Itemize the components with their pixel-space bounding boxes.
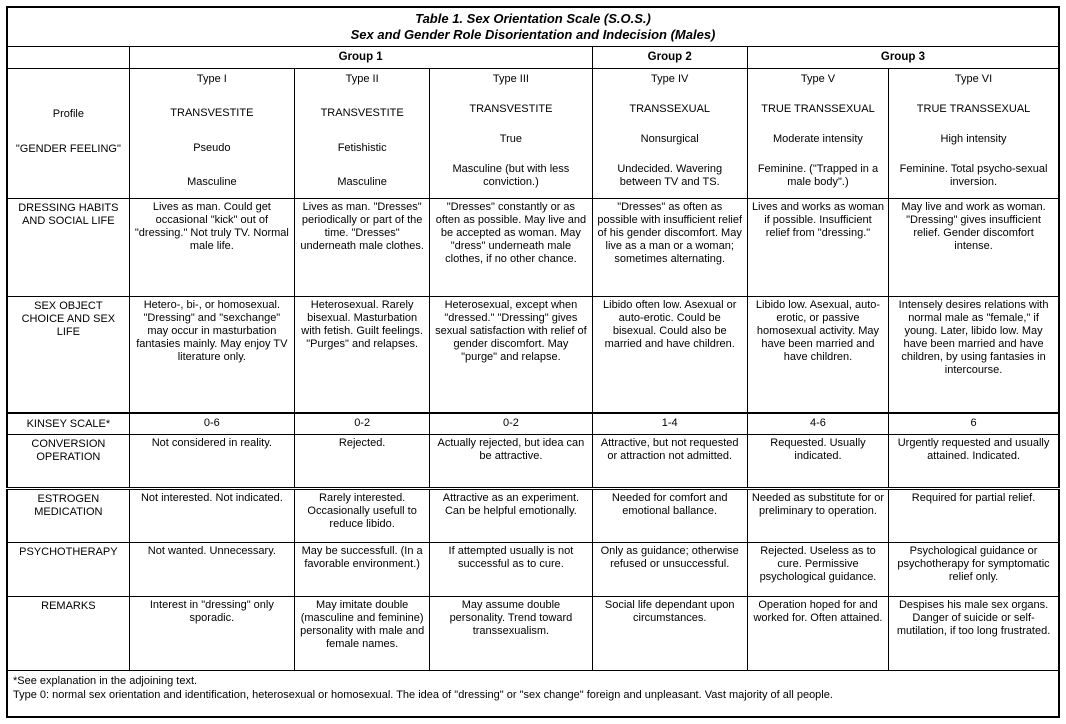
cell-conversion-type-1: Not considered in reality. <box>129 435 294 489</box>
cell-sexobject-type-4: Libido often low. Asexual or auto-erotic. Could be bisexual. Could also be married and have children. <box>592 297 747 413</box>
type-4-header: Type IV <box>651 73 689 85</box>
sos-table <box>6 6 1060 718</box>
cell-sexobject-type-3: Heterosexual, except when "dressed." "Dressing" gives sexual satisfaction with relief of gender discomfort. May "purge" and relapse. <box>430 297 592 413</box>
type-4-qualifier: Nonsurgical <box>640 133 699 145</box>
type-6-name: TRUE TRANSSEXUAL <box>916 103 1031 115</box>
cell-kinsey-type-4: 1-4 <box>592 413 747 435</box>
cell-psychotherapy-type-5: Rejected. Useless as to cure. Permissive psychological guidance. <box>747 543 888 597</box>
row-label-remarks: REMARKS <box>7 597 129 671</box>
cell-estrogen-type-1: Not interested. Not indicated. <box>129 489 294 543</box>
row-label-sex-object: SEX OBJECT CHOICE AND SEX LIFE <box>7 297 129 413</box>
type-2-qualifier: Fetishistic <box>337 141 387 154</box>
type-4-description: Undecided. Wavering between TV and TS. <box>617 163 723 188</box>
row-label-kinsey-scale: KINSEY SCALE* <box>7 413 129 435</box>
corner-cell <box>7 47 129 69</box>
row-label-psychotherapy: PSYCHOTHERAPY <box>7 543 129 597</box>
type-5-name: TRUE TRANSSEXUAL <box>761 103 875 115</box>
cell-conversion-type-2: Rejected. <box>295 435 430 489</box>
type-2-description: Masculine <box>337 175 387 188</box>
table-frame <box>6 6 1060 718</box>
profile-cell-type-3 <box>430 69 592 199</box>
group-2-header: Group 2 <box>592 47 747 69</box>
cell-remarks-type-2: May imitate double (masculine and feminine) personality with male and female names. <box>295 597 430 671</box>
type-1-name: TRANSVESTITE <box>170 107 254 120</box>
profile-cell-type-6 <box>889 69 1059 199</box>
type-3-description: Masculine (but with less conviction.) <box>452 163 570 188</box>
profile-cell-type-4 <box>592 69 747 199</box>
cell-kinsey-type-5: 4-6 <box>747 413 888 435</box>
cell-conversion-type-6: Urgently requested and usually attained. Indicated. <box>889 435 1059 489</box>
gender-feeling-label: "GENDER FEELING" <box>15 142 121 155</box>
footnote-type-0: Type 0: normal sex orientation and identification, heterosexual or homosexual. The idea of "dressing" or "sex change" foreign and unpleasant. Vast majority of all people. <box>13 689 833 701</box>
profile-row-label-cell <box>7 69 129 199</box>
cell-psychotherapy-type-2: May be successfull. (In a favorable environment.) <box>295 543 430 597</box>
cell-kinsey-type-2: 0-2 <box>295 413 430 435</box>
cell-conversion-type-3: Actually rejected, but idea can be attractive. <box>430 435 592 489</box>
profile-cell-type-2 <box>295 69 430 199</box>
type-6-qualifier: High intensity <box>940 133 1007 145</box>
cell-estrogen-type-2: Rarely interested. Occasionally usefull to reduce libido. <box>295 489 430 543</box>
cell-sexobject-type-2: Heterosexual. Rarely bisexual. Masturbation with fetish. Guilt feelings. "Purges" and relapses. <box>295 297 430 413</box>
cell-dressing-type-2: Lives as man. "Dresses" periodically or part of the time. "Dresses" underneath male clothes. <box>295 199 430 297</box>
type-1-header: Type I <box>196 73 227 85</box>
type-6-header: Type VI <box>954 73 993 85</box>
cell-psychotherapy-type-1: Not wanted. Unnecessary. <box>129 543 294 597</box>
type-3-name: TRANSVESTITE <box>469 103 553 115</box>
cell-dressing-type-6: May live and work as woman. "Dressing" gives insufficient relief. Gender discomfort intense. <box>889 199 1059 297</box>
cell-psychotherapy-type-4: Only as guidance; otherwise refused or unsuccessful. <box>592 543 747 597</box>
type-5-description: Feminine. ("Trapped in a male body".) <box>757 163 879 188</box>
profile-label: Profile <box>52 108 84 121</box>
cell-kinsey-type-3: 0-2 <box>430 413 592 435</box>
type-3-header: Type III <box>492 73 529 85</box>
type-2-name: TRANSVESTITE <box>320 107 404 120</box>
row-label-estrogen-medication: ESTROGEN MEDICATION <box>7 489 129 543</box>
profile-cell-type-5 <box>747 69 888 199</box>
cell-kinsey-type-1: 0-6 <box>129 413 294 435</box>
type-3-qualifier: True <box>499 133 523 145</box>
type-1-description: Masculine <box>187 175 237 188</box>
type-5-qualifier: Moderate intensity <box>773 133 863 145</box>
row-label-dressing-habits: DRESSING HABITS AND SOCIAL LIFE <box>7 199 129 297</box>
cell-estrogen-type-4: Needed for comfort and emotional ballance. <box>592 489 747 543</box>
cell-conversion-type-4: Attractive, but not requested or attraction not admitted. <box>592 435 747 489</box>
cell-sexobject-type-6: Intensely desires relations with normal male as "female," if young. Later, libido low. May have been married and have children, by using fantasies in intercourse. <box>889 297 1059 413</box>
footnote-see-explanation: *See explanation in the adjoining text. <box>13 675 198 687</box>
row-label-conversion-operation: CONVERSION OPERATION <box>7 435 129 489</box>
cell-remarks-type-4: Social life dependant upon circumstances. <box>592 597 747 671</box>
type-5-header: Type V <box>800 73 836 85</box>
cell-estrogen-type-5: Needed as substitute for or preliminary to operation. <box>747 489 888 543</box>
group-1-header: Group 1 <box>129 47 592 69</box>
cell-remarks-type-5: Operation hoped for and worked for. Often attained. <box>747 597 888 671</box>
table-title: Table 1. Sex Orientation Scale (S.O.S.) <box>415 11 651 26</box>
footnotes-cell <box>7 671 1059 717</box>
cell-dressing-type-1: Lives as man. Could get occasional "kick" out of "dressing." Not truly TV. Normal male life. <box>129 199 294 297</box>
type-4-name: TRANSSEXUAL <box>629 103 711 115</box>
cell-sexobject-type-5: Libido low. Asexual, auto-erotic, or passive homosexual activity. May have been married and have children. <box>747 297 888 413</box>
cell-psychotherapy-type-3: If attempted usually is not successful as to cure. <box>430 543 592 597</box>
profile-cell-type-1 <box>129 69 294 199</box>
cell-dressing-type-4: "Dresses" as often as possible with insufficient relief of his gender discomfort. May live as a man or a woman; sometimes alternating. <box>592 199 747 297</box>
cell-psychotherapy-type-6: Psychological guidance or psychotherapy for symptomatic relief only. <box>889 543 1059 597</box>
cell-conversion-type-5: Requested. Usually indicated. <box>747 435 888 489</box>
cell-sexobject-type-1: Hetero-, bi-, or homosexual. "Dressing" and "sexchange" may occur in masturbation fantasies mainly. May enjoy TV literature only. <box>129 297 294 413</box>
type-2-header: Type II <box>345 73 379 85</box>
table-subtitle: Sex and Gender Role Disorientation and Indecision (Males) <box>350 27 716 42</box>
table-title-cell <box>7 7 1059 47</box>
cell-estrogen-type-6: Required for partial relief. <box>889 489 1059 543</box>
cell-remarks-type-3: May assume double personality. Trend toward transsexualism. <box>430 597 592 671</box>
cell-remarks-type-6: Despises his male sex organs. Danger of suicide or self-mutilation, if too long frustrated. <box>889 597 1059 671</box>
cell-remarks-type-1: Interest in "dressing" only sporadic. <box>129 597 294 671</box>
cell-kinsey-type-6: 6 <box>889 413 1059 435</box>
group-3-header: Group 3 <box>747 47 1059 69</box>
cell-estrogen-type-3: Attractive as an experiment. Can be helpful emotionally. <box>430 489 592 543</box>
cell-dressing-type-5: Lives and works as woman if possible. Insufficient relief from "dressing." <box>747 199 888 297</box>
type-1-qualifier: Pseudo <box>193 141 231 154</box>
type-6-description: Feminine. Total psycho-sexual inversion. <box>899 163 1048 188</box>
cell-dressing-type-3: "Dresses" constantly or as often as possible. May live and be accepted as woman. May "dress" underneath male clothes, if no other chance. <box>430 199 592 297</box>
